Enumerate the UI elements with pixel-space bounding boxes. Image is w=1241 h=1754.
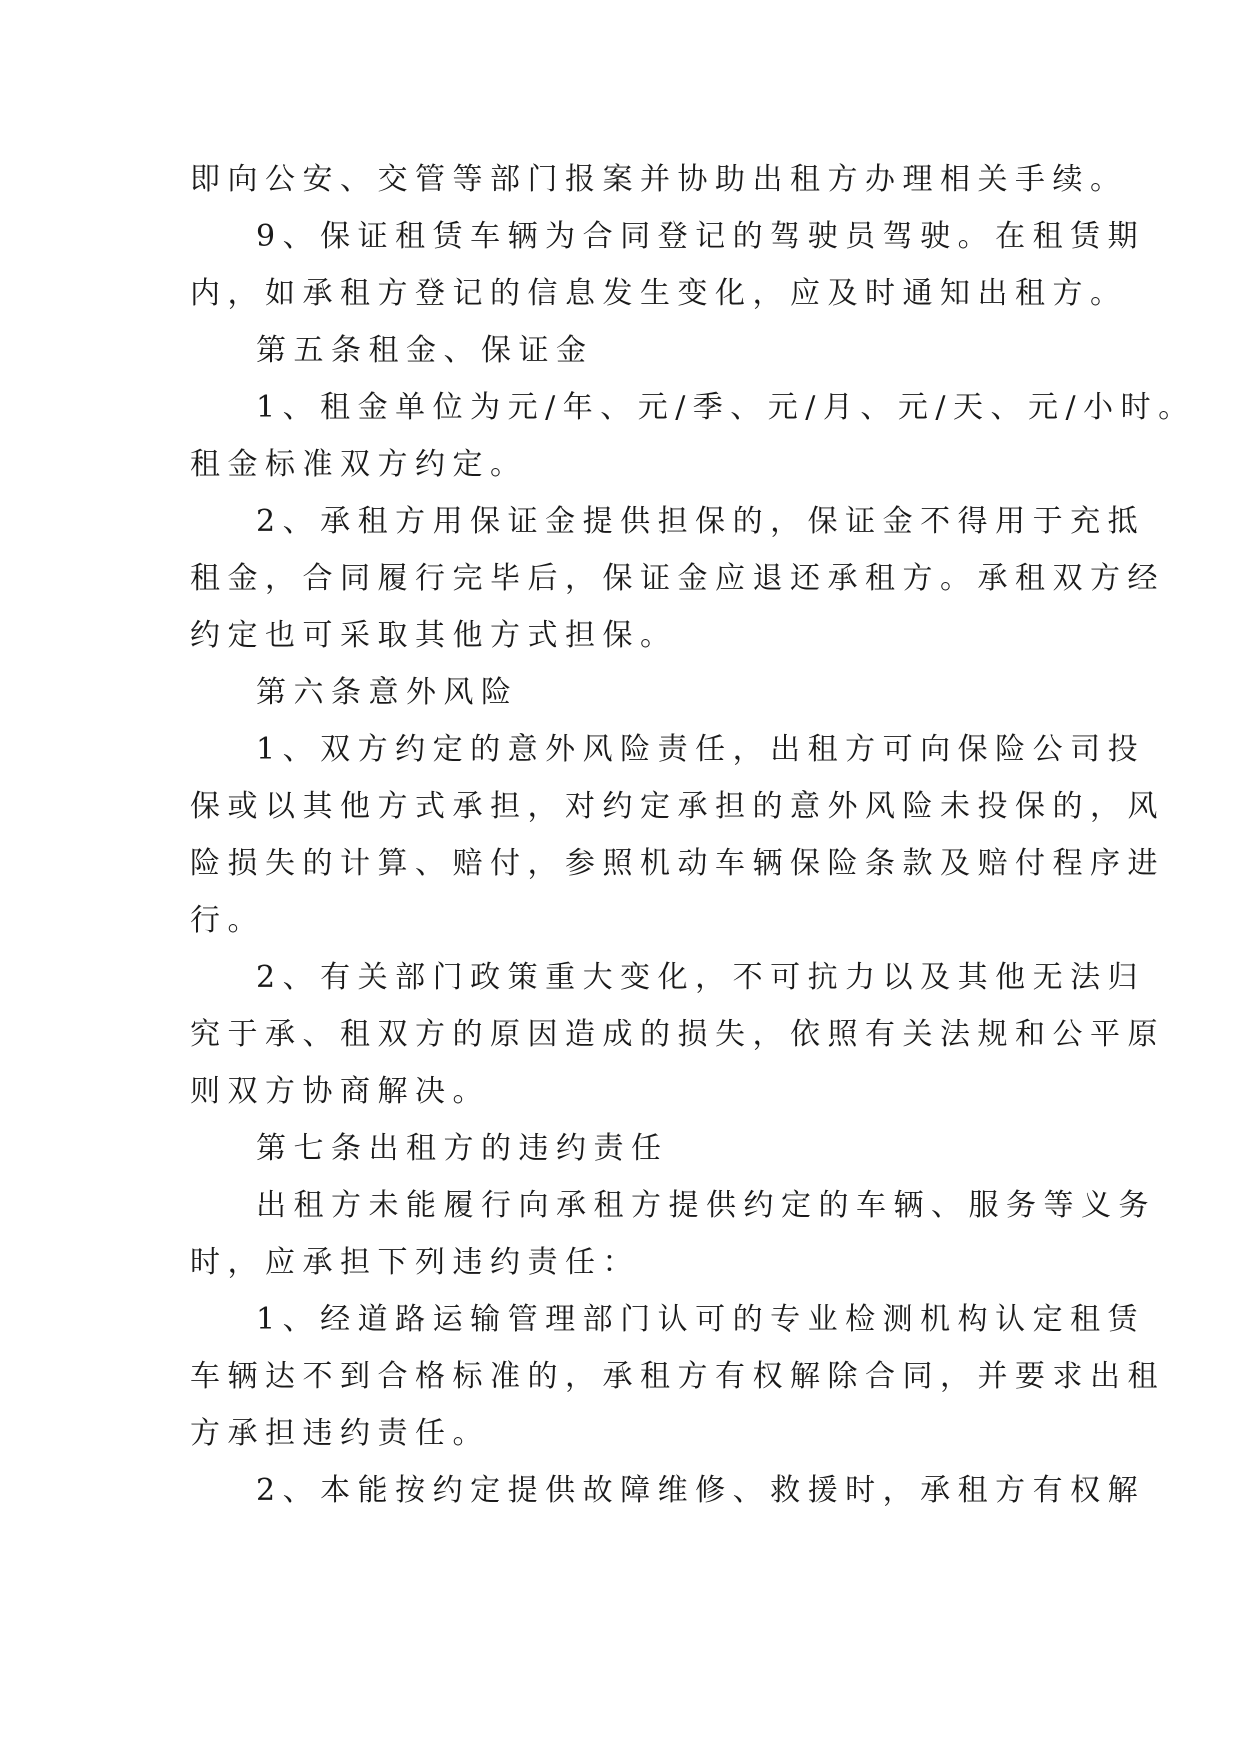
text-line: 车辆达不到合格标准的，承租方有权解除合同，并要求出租	[190, 1359, 1165, 1394]
text-line: 租金标准双方约定。	[190, 447, 528, 482]
text-line: 行。	[190, 903, 265, 938]
text-line: 保或以其他方式承担，对约定承担的意外风险未投保的，风	[190, 789, 1165, 824]
text-line: 租金，合同履行完毕后，保证金应退还承租方。承租双方经	[190, 561, 1165, 596]
text-line: 即向公安、交管等部门报案并协助出租方办理相关手续。	[190, 162, 1128, 197]
text-line: 则双方协商解决。	[190, 1074, 490, 1109]
text-line: 内，如承租方登记的信息发生变化，应及时通知出租方。	[190, 276, 1128, 311]
text-line: 1、租金单位为元/年、元/季、元/月、元/天、元/小时。	[256, 390, 1196, 425]
section-heading: 第五条租金、保证金	[256, 333, 594, 368]
section-heading: 第六条意外风险	[256, 675, 519, 710]
text-line: 9、保证租赁车辆为合同登记的驾驶员驾驶。在租赁期	[256, 219, 1146, 254]
text-line: 时，应承担下列违约责任：	[190, 1245, 640, 1280]
section-heading: 第七条出租方的违约责任	[256, 1131, 669, 1166]
text-line: 2、本能按约定提供故障维修、救援时，承租方有权解	[256, 1473, 1146, 1508]
text-line: 2、承租方用保证金提供担保的，保证金不得用于充抵	[256, 504, 1146, 539]
text-line: 出租方未能履行向承租方提供约定的车辆、服务等义务	[256, 1188, 1156, 1223]
text-line: 险损失的计算、赔付，参照机动车辆保险条款及赔付程序进	[190, 846, 1165, 881]
text-line: 方承担违约责任。	[190, 1416, 490, 1451]
text-line: 1、经道路运输管理部门认可的专业检测机构认定租赁	[256, 1302, 1146, 1337]
text-line: 1、双方约定的意外风险责任，出租方可向保险公司投	[256, 732, 1146, 767]
text-line: 究于承、租双方的原因造成的损失，依照有关法规和公平原	[190, 1017, 1165, 1052]
text-line: 2、有关部门政策重大变化，不可抗力以及其他无法归	[256, 960, 1146, 995]
text-line: 约定也可采取其他方式担保。	[190, 618, 678, 653]
